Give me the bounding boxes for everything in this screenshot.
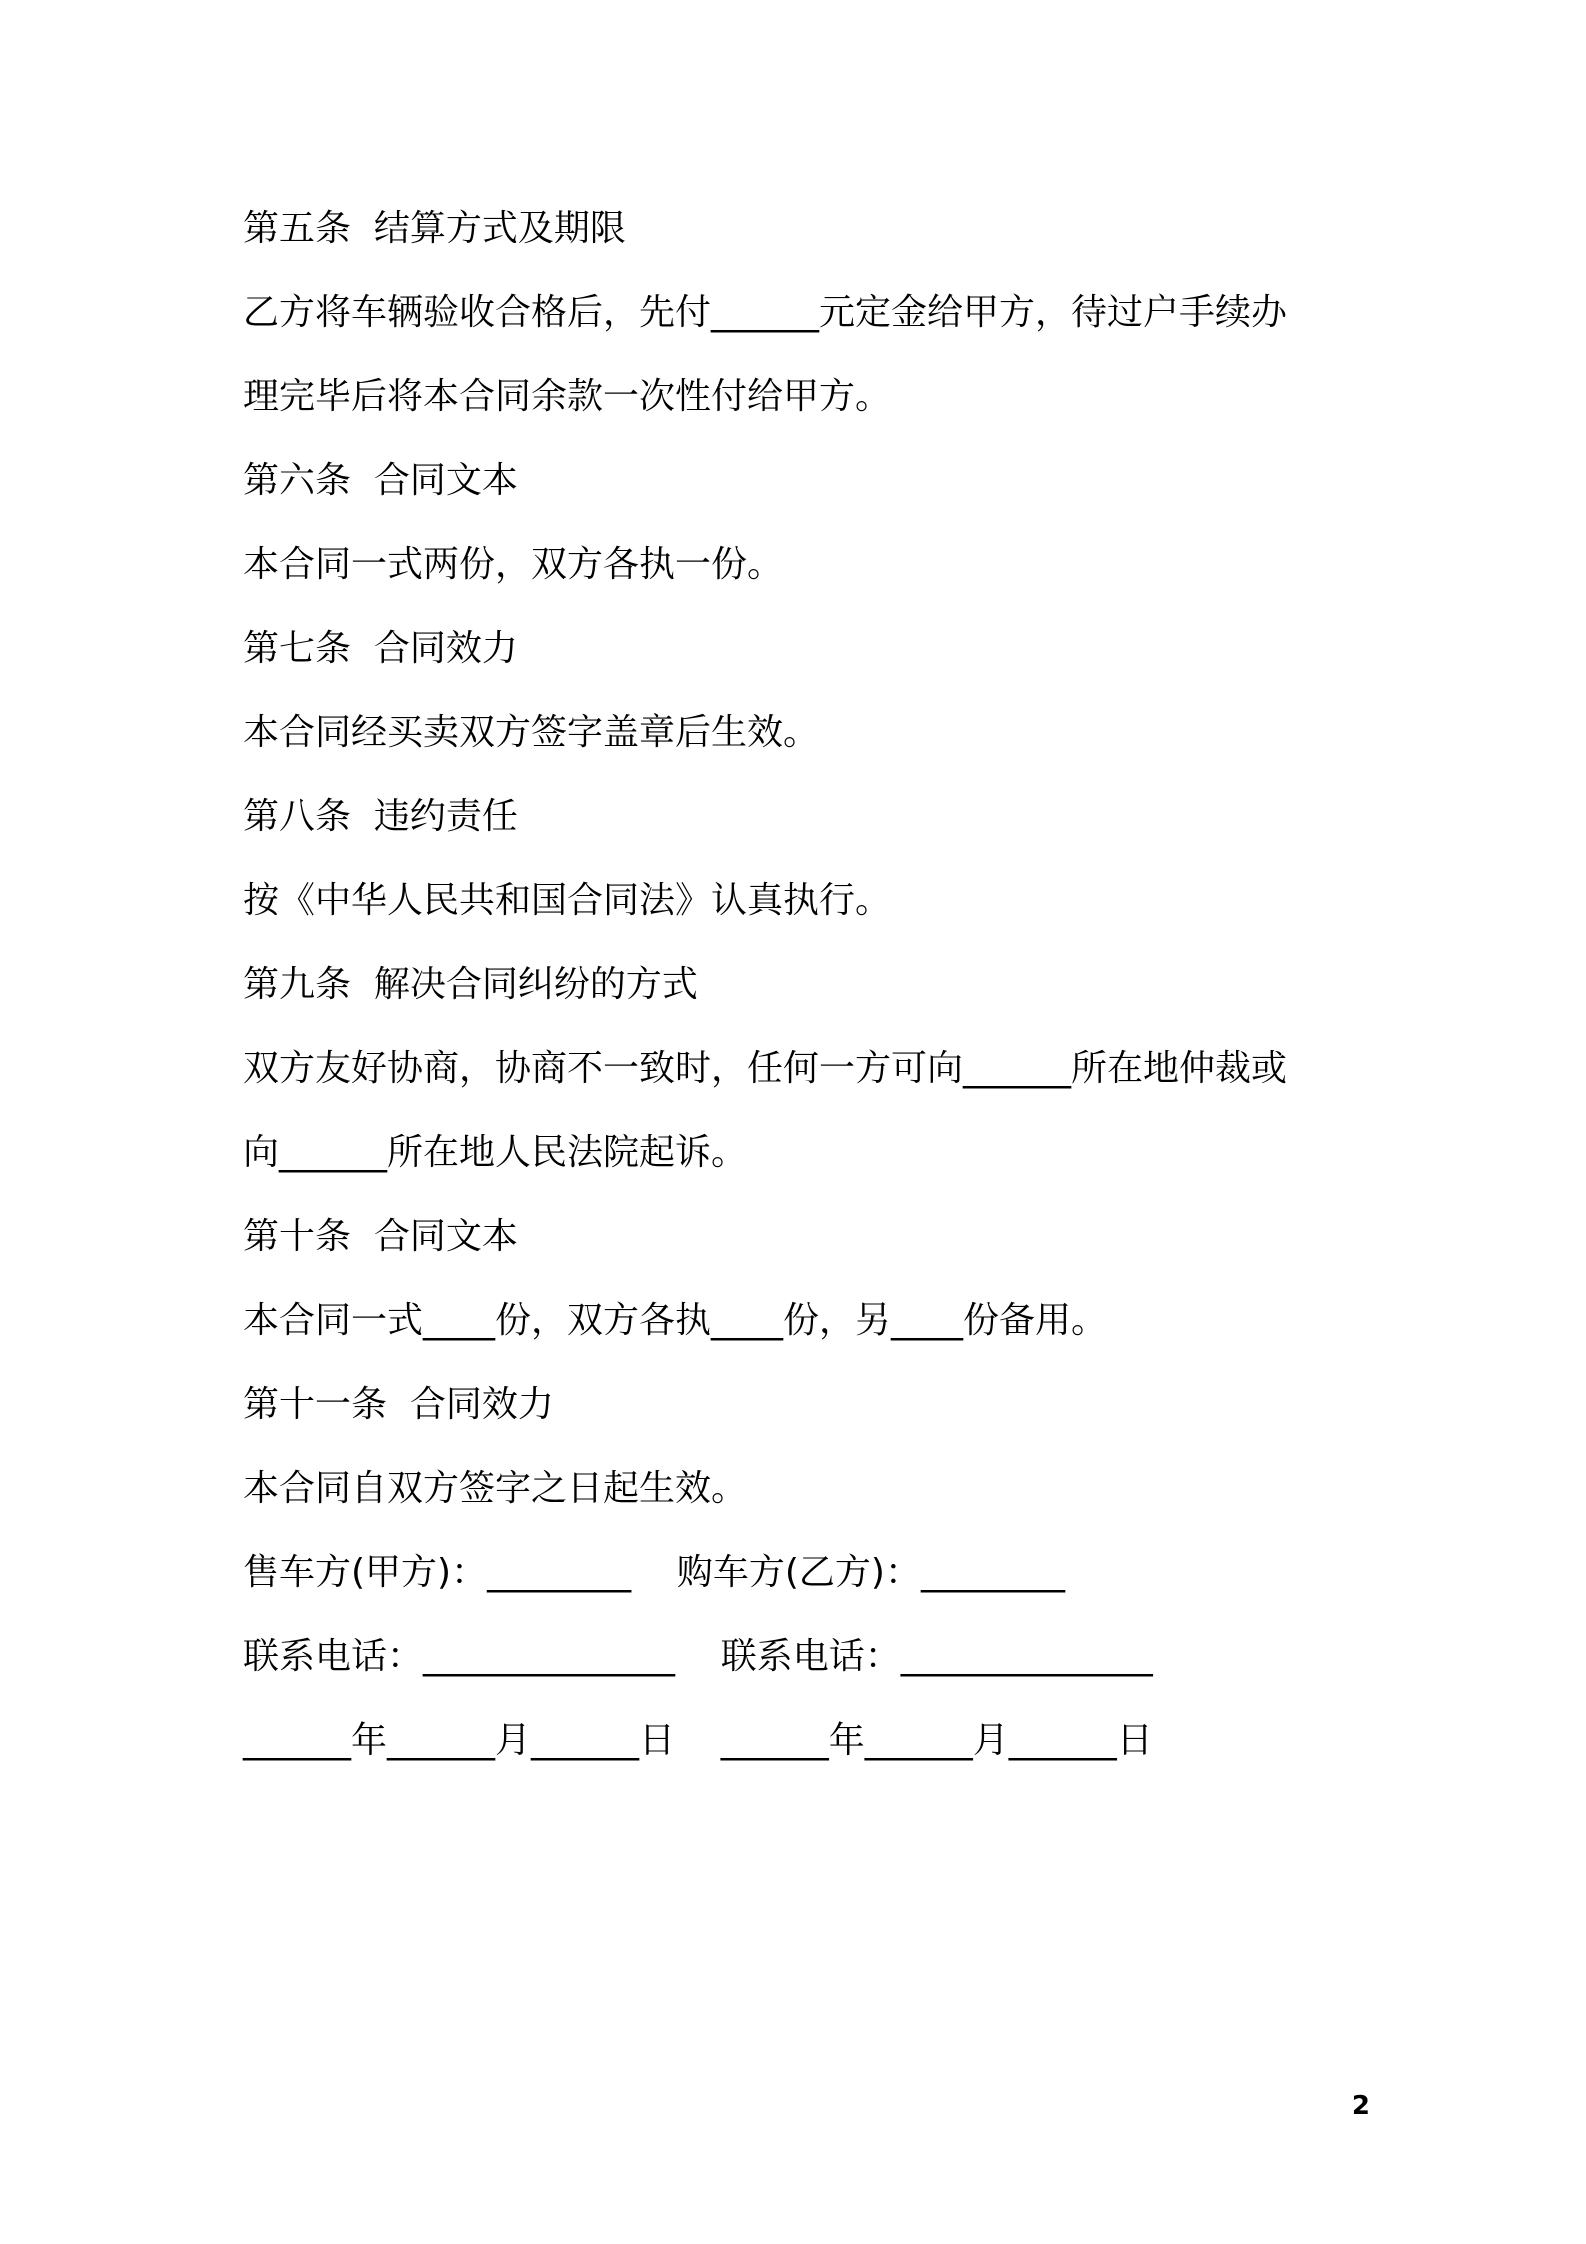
article-5-text-line-1: 乙方将车辆验收合格后，先付______元定金给甲方，待过户手续办 bbox=[243, 292, 1288, 333]
article-8-heading: 第八条 违约责任 bbox=[243, 796, 518, 837]
article-7-text: 本合同经买卖双方签字盖章后生效。 bbox=[243, 712, 820, 753]
page-number: 2 bbox=[1351, 2091, 1370, 2121]
article-5-heading: 第五条 结算方式及期限 bbox=[243, 208, 626, 249]
article-9-text-line-2: 向______所在地人民法院起诉。 bbox=[243, 1132, 748, 1173]
article-11-text: 本合同自双方签字之日起生效。 bbox=[243, 1468, 748, 1509]
article-6-heading: 第六条 合同文本 bbox=[243, 460, 518, 501]
date-line: ______年______月______日 ______年______月______日 bbox=[243, 1720, 1153, 1761]
article-10-text: 本合同一式____份，双方各执____份，另____份备用。 bbox=[243, 1300, 1108, 1341]
contact-phone-line: 联系电话：______________ 联系电话：______________ bbox=[243, 1636, 1153, 1677]
article-11-heading: 第十一条 合同效力 bbox=[243, 1384, 554, 1425]
article-9-heading: 第九条 解决合同纠纷的方式 bbox=[243, 964, 698, 1005]
article-10-heading: 第十条 合同文本 bbox=[243, 1216, 518, 1257]
article-6-text: 本合同一式两份，双方各执一份。 bbox=[243, 544, 784, 585]
article-8-text: 按《中华人民共和国合同法》认真执行。 bbox=[243, 880, 892, 921]
article-7-heading: 第七条 合同效力 bbox=[243, 628, 518, 669]
signature-parties-line: 售车方(甲方)：________ 购车方(乙方)：________ bbox=[243, 1552, 1065, 1593]
article-9-text-line-1: 双方友好协商，协商不一致时，任何一方可向______所在地仲裁或 bbox=[243, 1048, 1288, 1089]
article-5-text-line-2: 理完毕后将本合同余款一次性付给甲方。 bbox=[243, 376, 892, 417]
